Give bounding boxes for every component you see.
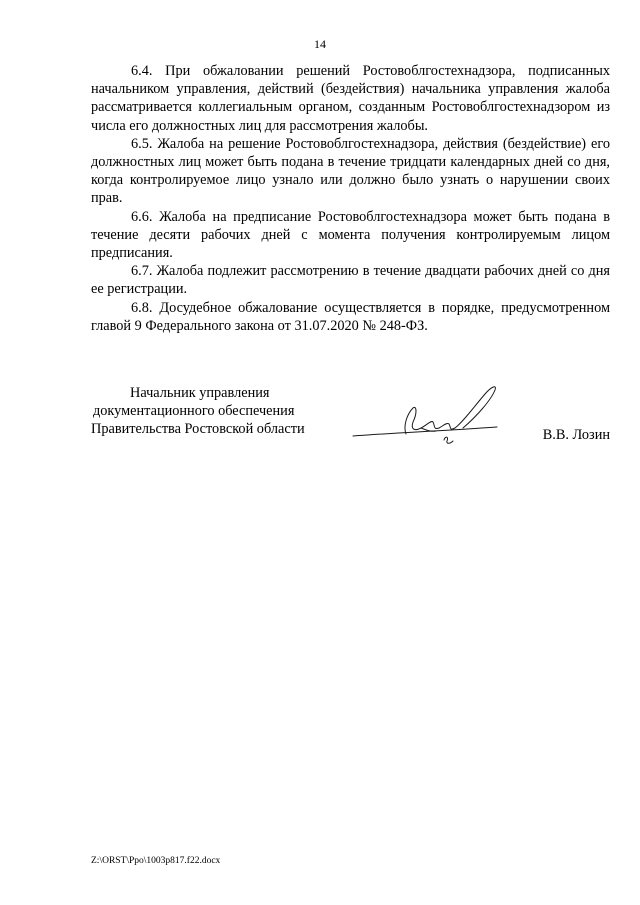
signature-block [91,384,610,454]
signatory-name: В.В. Лозин [542,427,610,443]
paragraph-6-8: 6.8. Досудебное обжалование осуществляется в порядке, предусмотренном главой 9 Федерального закона от 31.07.2020 № 248-ФЗ. [91,299,610,334]
signatory-title-line-1: Начальник управления [130,385,270,401]
signatory-title [91,384,305,438]
page-number: 14 [314,37,326,51]
signatory-title-line-3: Правительства Ростовской области [91,421,305,437]
footer-file-path: Z:\ORST\Ppo\1003p817.f22.docx [91,856,221,866]
paragraph-6-4: 6.4. При обжаловании решений Ростовоблгостехнадзора, подписанных начальником управления, действий (бездействия) начальника управления жалоба рассматривается коллегиальным органом, созданным Ростовоблгостехнадзором из числа его должностных лиц для рассмотрения жалобы. [91,63,610,134]
document-body [91,62,610,335]
paragraph-6-7: 6.7. Жалоба подлежит рассмотрению в течение двадцати рабочих дней со дня ее регистрации. [91,263,610,298]
handwritten-signature [351,378,501,448]
paragraph-6-6: 6.6. Жалоба на предписание Ростовоблгостехнадзора может быть подана в течение десяти рабочих дней с момента получения контролируемым лицом предписания. [91,208,610,262]
signatory-title-line-2: документационного обеспечения [93,403,295,419]
paragraph-6-5: 6.5. Жалоба на решение Ростовоблгостехнадзора, действия (бездействие) его должностных лиц может быть подана в течение тридцати календарных дней со дня, когда контролируемое лицо узнало или должно было узнать о нарушении своих прав. [91,135,610,207]
